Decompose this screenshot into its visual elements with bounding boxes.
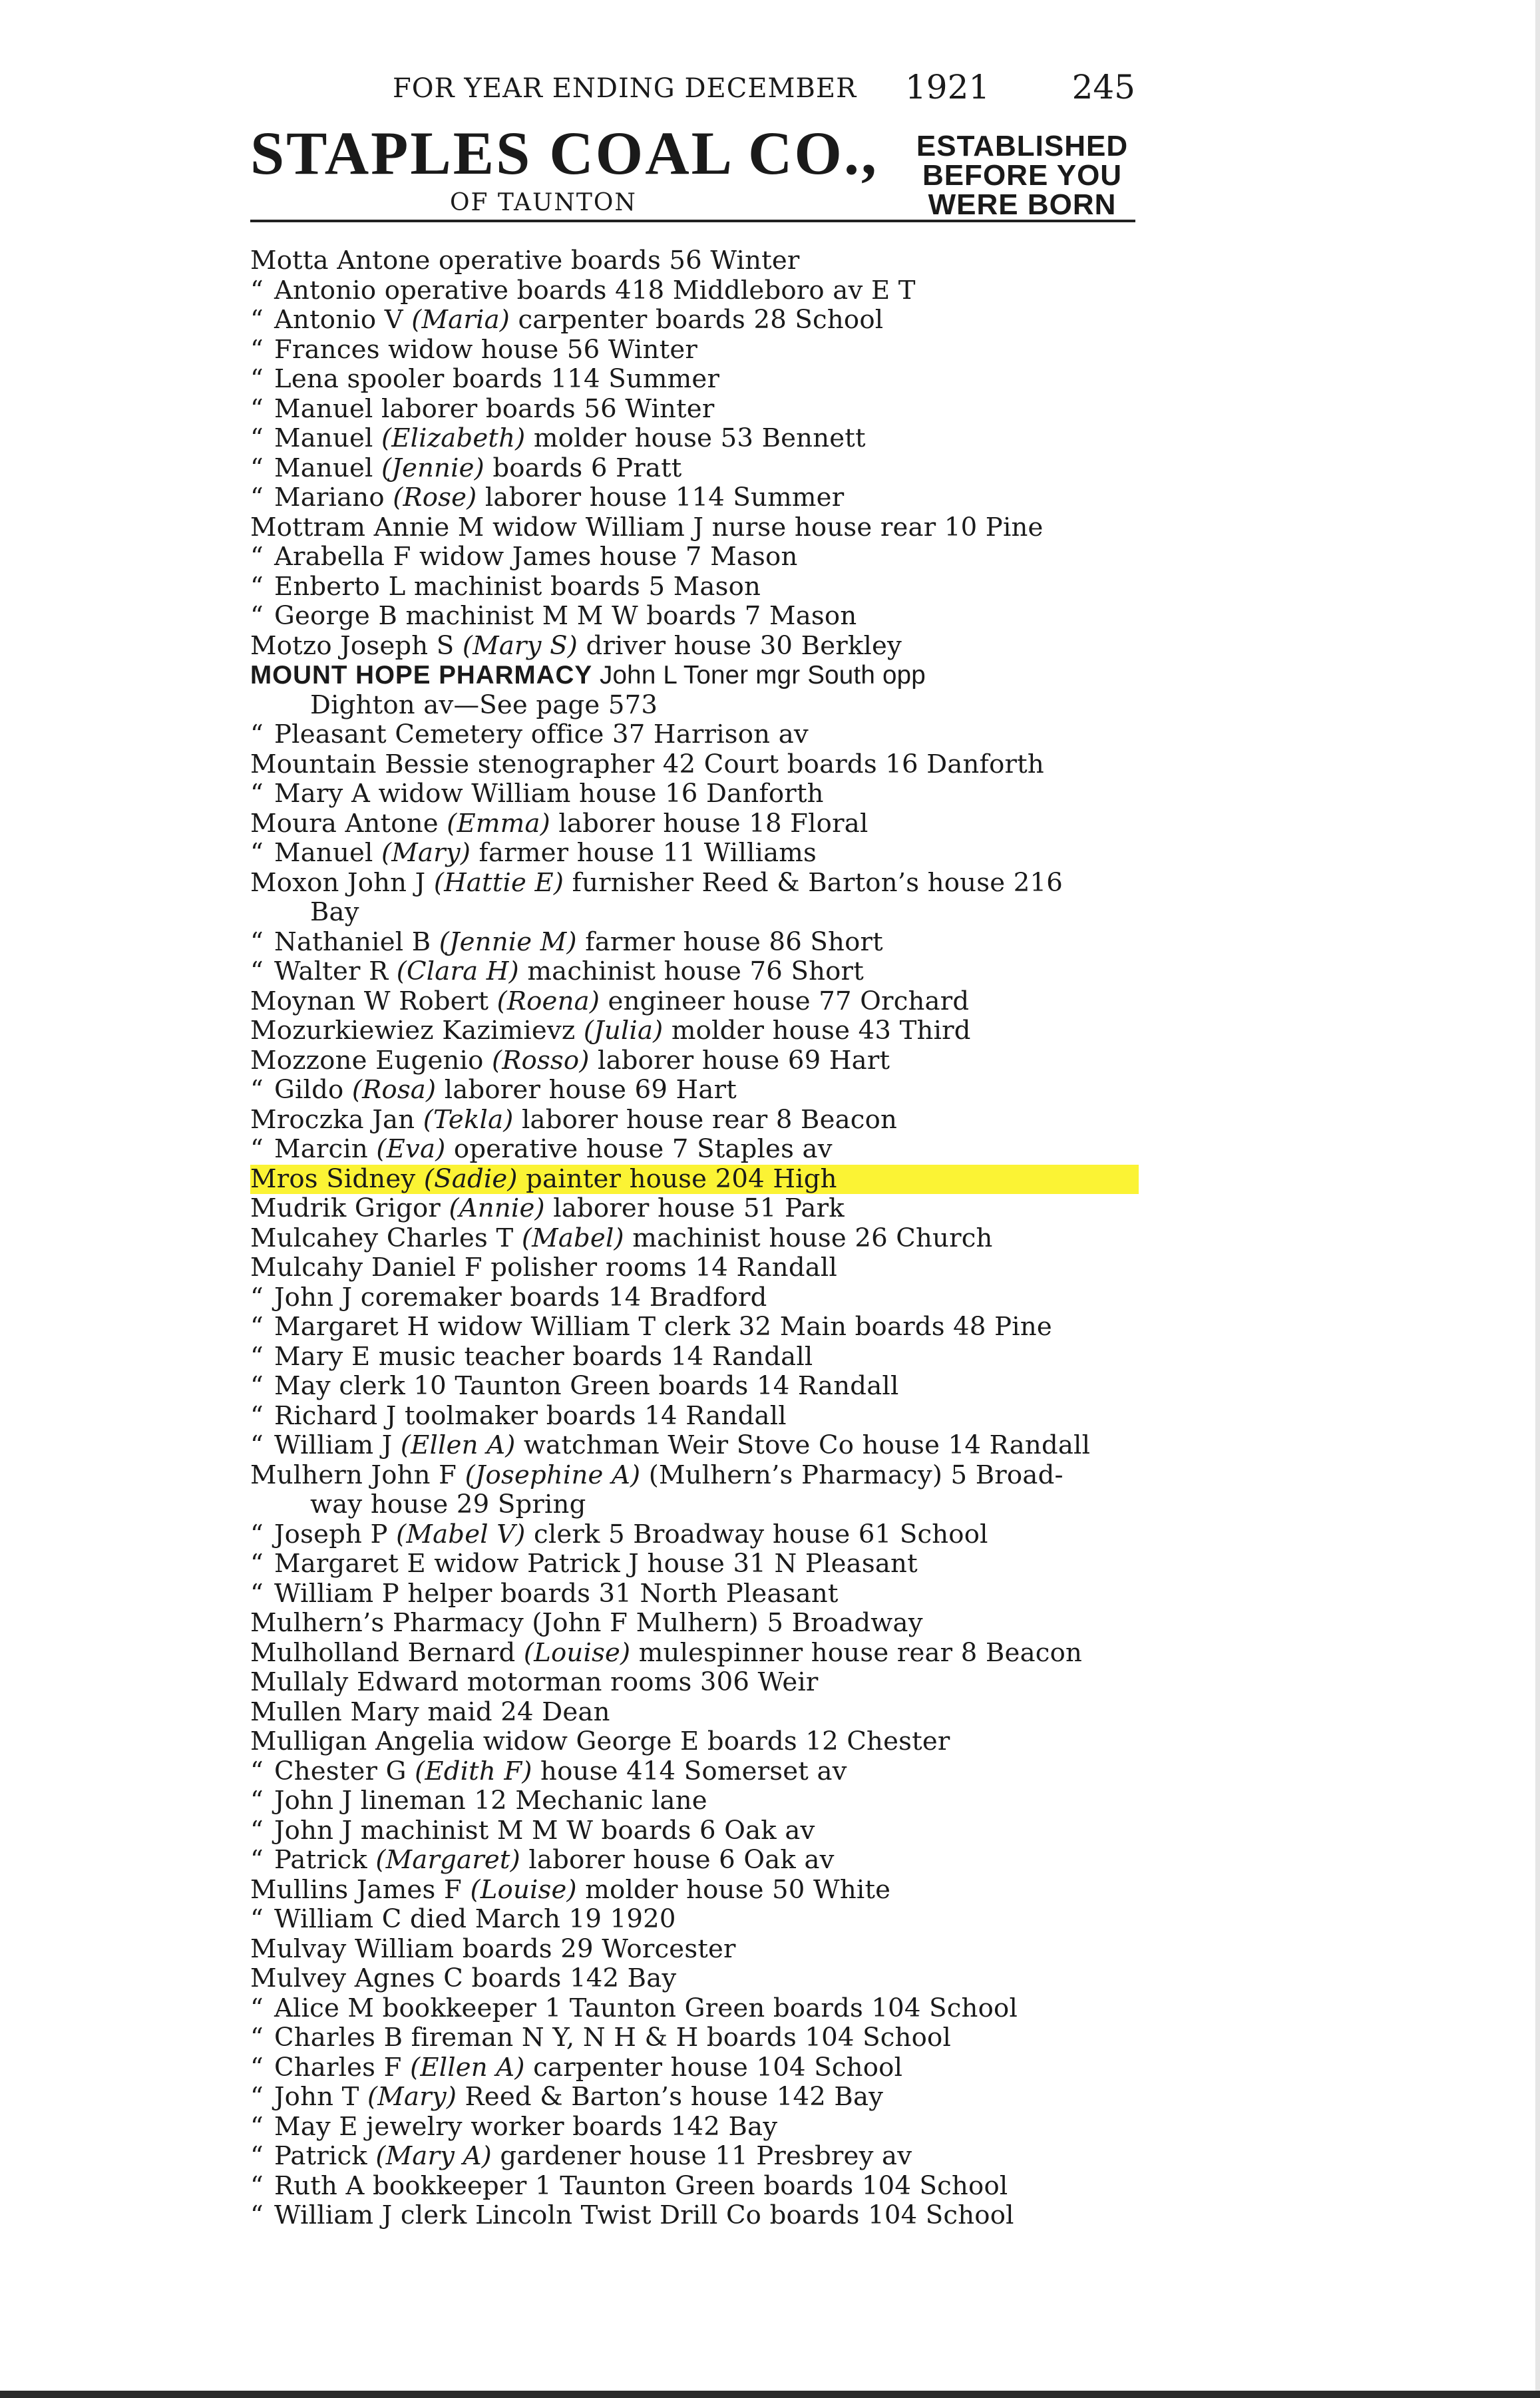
spouse-name: (Jennie M) — [439, 926, 577, 957]
entry-text: Margaret E widow Patrick J house 31 N Pleasant — [274, 1549, 918, 1579]
advertiser-location: OF TAUNTON — [450, 189, 637, 216]
spouse-name: (Ellen A) — [410, 2052, 525, 2083]
ditto-mark: “ — [250, 423, 264, 453]
ditto-mark: “ — [250, 2052, 264, 2083]
running-head-text: FOR YEAR ENDING DECEMBER — [393, 73, 857, 104]
entry-text: Manuel — [274, 423, 382, 453]
directory-listing — [250, 246, 1139, 2231]
directory-entry — [250, 720, 1139, 750]
ditto-mark: “ — [250, 275, 264, 305]
spouse-name: (Eva) — [376, 1134, 446, 1164]
entry-text: Margaret H widow William T clerk 32 Main boards 48 Pine — [274, 1312, 1052, 1342]
entry-text: Mary E music teacher boards 14 Randall — [274, 1341, 813, 1372]
entry-surname: Mullaly — [250, 1667, 349, 1697]
ditto-mark: “ — [250, 1282, 264, 1312]
entry-surname: Mottram — [250, 512, 366, 542]
directory-entry — [250, 1757, 1139, 1787]
entry-text: Chester G — [274, 1756, 415, 1786]
directory-entry — [250, 1994, 1139, 2024]
entry-text: Alice M bookkeeper 1 Taunton Green boards 104 School — [274, 1993, 1018, 2023]
spouse-name: (Jennie) — [381, 453, 484, 483]
entry-text: Edward motorman rooms 306 Weir — [357, 1667, 819, 1697]
entry-surname: Moura — [250, 808, 337, 839]
directory-entry — [250, 691, 1139, 721]
entry-text: driver house 30 Berkley — [578, 630, 902, 661]
spouse-name: (Clara H) — [396, 956, 519, 986]
directory-entry — [250, 1402, 1139, 1432]
directory-entry — [250, 1312, 1139, 1342]
directory-entry — [250, 1253, 1139, 1283]
slogan-line: WERE BORN — [928, 188, 1117, 221]
ditto-mark: “ — [250, 334, 264, 365]
ditto-mark: “ — [250, 1400, 264, 1431]
ditto-mark: “ — [250, 926, 264, 957]
entry-surname: Mozzone — [250, 1045, 367, 1076]
entry-surname: Mros — [250, 1163, 318, 1194]
advertisement-header — [250, 120, 1135, 230]
directory-entry — [250, 779, 1139, 809]
entry-text: Enberto L machinist boards 5 Mason — [274, 571, 761, 602]
ditto-mark: “ — [250, 305, 264, 335]
entry-text: Arabella F widow James house 7 Mason — [274, 542, 798, 572]
ditto-mark: “ — [250, 1312, 264, 1342]
spouse-name: (Mary A) — [375, 2141, 492, 2171]
entry-text: James F — [356, 1874, 471, 1905]
spouse-name: (Margaret) — [375, 1845, 520, 1875]
entry-text: William J — [274, 1430, 401, 1460]
entry-surname: Mulligan — [250, 1726, 367, 1756]
spouse-name: (Mary) — [381, 838, 471, 868]
directory-entry — [250, 276, 1139, 306]
header-rule — [250, 220, 1135, 222]
spouse-name: (Josephine A) — [465, 1460, 641, 1490]
entry-surname: Mullen — [250, 1697, 342, 1727]
entry-text: machinist house 26 Church — [624, 1223, 993, 1253]
entry-surname: Mulvay — [250, 1933, 347, 1964]
entry-text: painter house 204 High — [517, 1163, 837, 1194]
directory-entry — [250, 2142, 1139, 2172]
directory-entry — [250, 1609, 1139, 1639]
spouse-name: (Mabel) — [521, 1223, 624, 1253]
directory-entry — [250, 1964, 1139, 1994]
entry-text: laborer house rear 8 Beacon — [513, 1104, 898, 1135]
entry-text: John J lineman 12 Mechanic lane — [274, 1786, 707, 1816]
ditto-mark: “ — [250, 2082, 264, 2112]
entry-surname: Motta — [250, 246, 329, 276]
entry-surname: Mulcahy — [250, 1253, 363, 1283]
directory-entry — [250, 1431, 1139, 1461]
entry-text: laborer house 69 Hart — [436, 1075, 737, 1105]
directory-entry — [250, 1727, 1139, 1757]
entry-text: boards 6 Pratt — [484, 453, 682, 483]
entry-text: watchman Weir Stove Co house 14 Randall — [515, 1430, 1091, 1460]
directory-entry — [250, 246, 1139, 276]
ditto-mark: “ — [250, 2170, 264, 2201]
entry-text: Antonio operative boards 418 Middleboro av E T — [274, 275, 916, 305]
entry-text: Eugenio — [375, 1045, 492, 1076]
ditto-mark: “ — [250, 1549, 264, 1579]
spouse-name: (Rosso) — [491, 1045, 590, 1076]
spouse-name: (Emma) — [447, 808, 550, 839]
ditto-mark: “ — [250, 1756, 264, 1786]
directory-entry — [250, 869, 1139, 899]
ditto-mark: “ — [250, 542, 264, 572]
entry-surname: Mullins — [250, 1874, 349, 1905]
entry-text: molder house 43 Third — [663, 1016, 971, 1046]
directory-entry — [250, 1194, 1139, 1224]
slogan-line: BEFORE YOU — [922, 159, 1123, 192]
directory-entry — [250, 839, 1139, 869]
entry-surname: Mulholland — [250, 1637, 399, 1668]
directory-entry — [250, 1786, 1139, 1816]
spouse-name: (Mary S) — [462, 630, 578, 661]
ditto-mark: “ — [250, 956, 264, 986]
spouse-name: (Rosa) — [351, 1075, 437, 1105]
entry-text: laborer house 51 Park — [544, 1193, 845, 1223]
directory-entry — [250, 1816, 1139, 1846]
directory-entry — [250, 454, 1139, 484]
entry-text: Antone operative boards 56 Winter — [337, 246, 800, 276]
advertiser-name: STAPLES COAL CO., — [250, 119, 878, 187]
entry-text: clerk 5 Broadway house 61 School — [525, 1519, 988, 1549]
directory-entry — [250, 2023, 1139, 2053]
entry-text: Patrick — [274, 2141, 376, 2171]
ditto-mark: “ — [250, 838, 264, 868]
directory-entry — [250, 1520, 1139, 1550]
directory-entry — [250, 602, 1139, 632]
directory-entry — [250, 1076, 1139, 1105]
entry-text: Nathaniel B — [274, 926, 439, 957]
ditto-mark: “ — [250, 2023, 264, 2053]
directory-entry — [250, 1935, 1139, 1965]
ditto-mark: “ — [250, 483, 264, 512]
entry-text: carpenter boards 28 School — [510, 305, 884, 335]
spouse-name: (Annie) — [449, 1193, 545, 1223]
entry-text: Mariano — [274, 483, 393, 512]
entry-text: Jan — [372, 1104, 423, 1135]
entry-text: William boards 29 Worcester — [354, 1933, 736, 1964]
entry-text: machinist house 76 Short — [518, 956, 864, 986]
entry-text: Joseph S — [340, 630, 463, 661]
entry-text: molder house 50 White — [576, 1874, 891, 1905]
directory-entry — [250, 305, 1139, 335]
ditto-mark: “ — [250, 779, 264, 809]
directory-entry — [250, 898, 1139, 928]
spouse-name: (Rose) — [393, 483, 477, 512]
entry-text: Manuel — [274, 838, 382, 868]
entry-text: John J coremaker boards 14 Bradford — [274, 1282, 767, 1312]
scan-edge — [1535, 0, 1540, 2398]
entry-text: William C died March 19 1920 — [274, 1904, 676, 1934]
directory-entry — [250, 365, 1139, 395]
entry-text: Sidney — [326, 1163, 424, 1194]
directory-entry — [250, 928, 1139, 958]
directory-entry — [250, 2201, 1139, 2231]
directory-entry — [250, 483, 1139, 513]
entry-text: Manuel — [274, 453, 382, 483]
entry-text: John J — [347, 867, 434, 898]
running-head-year: 1921 — [905, 68, 990, 106]
entry-text: Bernard — [407, 1637, 524, 1668]
spouse-name: (Elizabeth) — [381, 423, 526, 453]
directory-entry — [250, 1224, 1139, 1254]
entry-text: Ruth A bookkeeper 1 Taunton Green boards 104 School — [274, 2170, 1008, 2201]
directory-entry — [250, 1046, 1139, 1076]
entry-text: Antone — [345, 808, 447, 839]
spouse-name: (Julia) — [583, 1016, 664, 1046]
directory-entry — [250, 1135, 1139, 1165]
ditto-mark: “ — [250, 364, 264, 394]
ditto-mark: “ — [250, 453, 264, 483]
spouse-name: (Mary) — [367, 2082, 457, 2112]
ditto-mark: “ — [250, 1786, 264, 1816]
directory-entry — [250, 1165, 1139, 1195]
spouse-name: (Ellen A) — [400, 1430, 516, 1460]
entry-text: Richard J toolmaker boards 14 Randall — [274, 1400, 787, 1431]
ditto-mark: “ — [250, 1578, 264, 1609]
directory-entry — [250, 1490, 1139, 1520]
entry-text: Mary A widow William house 16 Danforth — [274, 779, 824, 809]
ditto-mark: “ — [250, 2141, 264, 2171]
spouse-name: (Louise) — [470, 1874, 577, 1905]
directory-entry — [250, 987, 1139, 1017]
ditto-mark: “ — [250, 2200, 264, 2230]
directory-entry — [250, 1698, 1139, 1728]
ditto-mark: “ — [250, 719, 264, 749]
spouse-name: (Edith F) — [415, 1756, 532, 1786]
directory-entry — [250, 2172, 1139, 2202]
ditto-mark: “ — [250, 1519, 264, 1549]
entry-surname: Mulcahey — [250, 1223, 379, 1253]
entry-text: Daniel F polisher rooms 14 Randall — [371, 1253, 838, 1283]
ditto-mark: “ — [250, 1341, 264, 1372]
entry-surname: Moxon — [250, 867, 339, 898]
directory-entry — [250, 335, 1139, 365]
entry-text: Bessie stenographer 42 Court boards 16 Danforth — [385, 749, 1044, 779]
directory-entry — [250, 661, 1139, 691]
entry-text: farmer house 86 Short — [576, 926, 883, 957]
ditto-mark: “ — [250, 1993, 264, 2023]
entry-surname: Moynan — [250, 986, 356, 1016]
directory-entry — [250, 1579, 1139, 1609]
entry-text: engineer house 77 Orchard — [600, 986, 970, 1016]
entry-text: laborer house 114 Summer — [477, 483, 845, 512]
entry-text: furnisher Reed & Barton’s house 216 — [564, 867, 1063, 898]
entry-text: John J machinist M M W boards 6 Oak av — [274, 1815, 815, 1846]
entry-text: house 414 Somerset av — [532, 1756, 847, 1786]
entry-text: Pharmacy (John F Mulhern) 5 Broadway — [392, 1608, 923, 1638]
directory-entry — [250, 424, 1139, 454]
entry-text: John F — [371, 1460, 465, 1490]
firm-name: MOUNT HOPE PHARMACY — [250, 661, 593, 690]
spouse-name: (Mabel V) — [396, 1519, 526, 1549]
ditto-mark: “ — [250, 393, 264, 424]
page-number: 245 — [1071, 68, 1135, 106]
spouse-name: (Louise) — [523, 1637, 631, 1668]
entry-continuation: Bay — [310, 897, 359, 927]
entry-text: John L Toner mgr South opp — [600, 661, 926, 690]
directory-entry — [250, 1372, 1139, 1402]
entry-text: Marcin — [274, 1134, 377, 1164]
entry-text: Frances widow house 56 Winter — [274, 334, 698, 365]
entry-text: Angelia widow George E boards 12 Chester — [375, 1726, 950, 1756]
directory-entry — [250, 1283, 1139, 1313]
entry-text: George B machinist M M W boards 7 Mason — [274, 601, 857, 631]
directory-entry — [250, 1846, 1139, 1876]
entry-surname: Motzo — [250, 630, 332, 661]
entry-text: Grigor — [354, 1193, 449, 1223]
entry-surname: Mozurkiewiez — [250, 1016, 434, 1046]
directory-entry — [250, 1549, 1139, 1579]
entry-text: May E jewelry worker boards 142 Bay — [274, 2111, 778, 2142]
directory-entry — [250, 632, 1139, 662]
entry-text: Charles T — [386, 1223, 522, 1253]
entry-text: William P helper boards 31 North Pleasant — [274, 1578, 839, 1609]
directory-entry — [250, 2053, 1139, 2083]
spouse-name: (Tekla) — [423, 1104, 514, 1135]
spouse-name: (Maria) — [411, 305, 510, 335]
entry-text: gardener house 11 Presbrey av — [491, 2141, 912, 2171]
entry-text: Antonio V — [274, 305, 412, 335]
spouse-name: (Sadie) — [423, 1163, 518, 1194]
entry-surname: Mudrik — [250, 1193, 347, 1223]
directory-entry — [250, 542, 1139, 572]
entry-surname: Mulhern’s — [250, 1608, 385, 1638]
directory-entry — [250, 750, 1139, 780]
directory-entry — [250, 513, 1139, 543]
entry-text: laborer house 18 Floral — [550, 808, 868, 839]
entry-text: mulespinner house rear 8 Beacon — [630, 1637, 1083, 1668]
entry-text: Lena spooler boards 114 Summer — [274, 364, 720, 394]
entry-text: carpenter house 104 School — [524, 2052, 903, 2083]
entry-text: Pleasant Cemetery office 37 Harrison av — [274, 719, 809, 749]
ditto-mark: “ — [250, 1430, 264, 1460]
entry-text: Patrick — [274, 1845, 376, 1875]
entry-text: John T — [274, 2082, 368, 2112]
slogan-line: ESTABLISHED — [916, 130, 1129, 162]
entry-text: laborer house 6 Oak av — [520, 1845, 835, 1875]
entry-text: Mary maid 24 Dean — [350, 1697, 610, 1727]
directory-entry — [250, 572, 1139, 602]
entry-text: May clerk 10 Taunton Green boards 14 Randall — [274, 1371, 899, 1401]
directory-entry — [250, 2112, 1139, 2142]
spouse-name: (Roena) — [496, 986, 600, 1016]
entry-text: laborer house 69 Hart — [589, 1045, 890, 1076]
ditto-mark: “ — [250, 1371, 264, 1401]
entry-text: Agnes C boards 142 Bay — [354, 1963, 677, 1993]
entry-text: Reed & Barton’s house 142 Bay — [457, 2082, 884, 2112]
directory-entry — [250, 1016, 1139, 1046]
entry-text: Annie M widow William J nurse house rear 10 Pine — [373, 512, 1044, 542]
directory-entry — [250, 809, 1139, 839]
entry-text: Charles B fireman N Y, N H & H boards 104 School — [274, 2023, 951, 2053]
ditto-mark: “ — [250, 1134, 264, 1164]
ditto-mark: “ — [250, 1845, 264, 1875]
entry-text: Joseph P — [274, 1519, 397, 1549]
entry-text: molder house 53 Bennett — [525, 423, 866, 453]
entry-text: Kazimievz — [442, 1016, 584, 1046]
ditto-mark: “ — [250, 601, 264, 631]
directory-entry — [250, 395, 1139, 425]
directory-entry — [250, 1105, 1139, 1135]
entry-text: William J clerk Lincoln Twist Drill Co boards 104 School — [274, 2200, 1014, 2230]
entry-text: (Mulhern’s Pharmacy) 5 Broad- — [640, 1460, 1063, 1490]
scan-edge — [0, 2391, 1540, 2398]
advertisement-slogan — [909, 132, 1135, 220]
directory-entry — [250, 1461, 1139, 1491]
directory-entry — [250, 1876, 1139, 1905]
directory-entry — [250, 1639, 1139, 1669]
entry-continuation: Dighton av—See page 573 — [310, 690, 658, 720]
ditto-mark: “ — [250, 1815, 264, 1846]
entry-text: farmer house 11 Williams — [471, 838, 817, 868]
entry-text: Gildo — [274, 1075, 352, 1105]
spouse-name: (Hattie E) — [433, 867, 564, 898]
entry-text: Charles F — [274, 2052, 411, 2083]
ditto-mark: “ — [250, 1075, 264, 1105]
entry-text: Manuel laborer boards 56 Winter — [274, 393, 715, 424]
directory-entry — [250, 1905, 1139, 1935]
entry-surname: Mroczka — [250, 1104, 364, 1135]
entry-continuation: way house 29 Spring — [310, 1490, 586, 1519]
running-head — [393, 68, 1135, 108]
directory-entry — [250, 1342, 1139, 1372]
entry-text: Walter R — [274, 956, 397, 986]
ditto-mark: “ — [250, 571, 264, 602]
entry-surname: Mulhern — [250, 1460, 363, 1490]
directory-entry — [250, 957, 1139, 987]
directory-entry — [250, 1668, 1139, 1698]
directory-entry — [250, 2083, 1139, 2112]
ditto-mark: “ — [250, 2111, 264, 2142]
entry-surname: Mountain — [250, 749, 377, 779]
entry-text: operative house 7 Staples av — [445, 1134, 833, 1164]
ditto-mark: “ — [250, 1904, 264, 1934]
entry-surname: Mulvey — [250, 1963, 347, 1993]
entry-text: W Robert — [363, 986, 497, 1016]
